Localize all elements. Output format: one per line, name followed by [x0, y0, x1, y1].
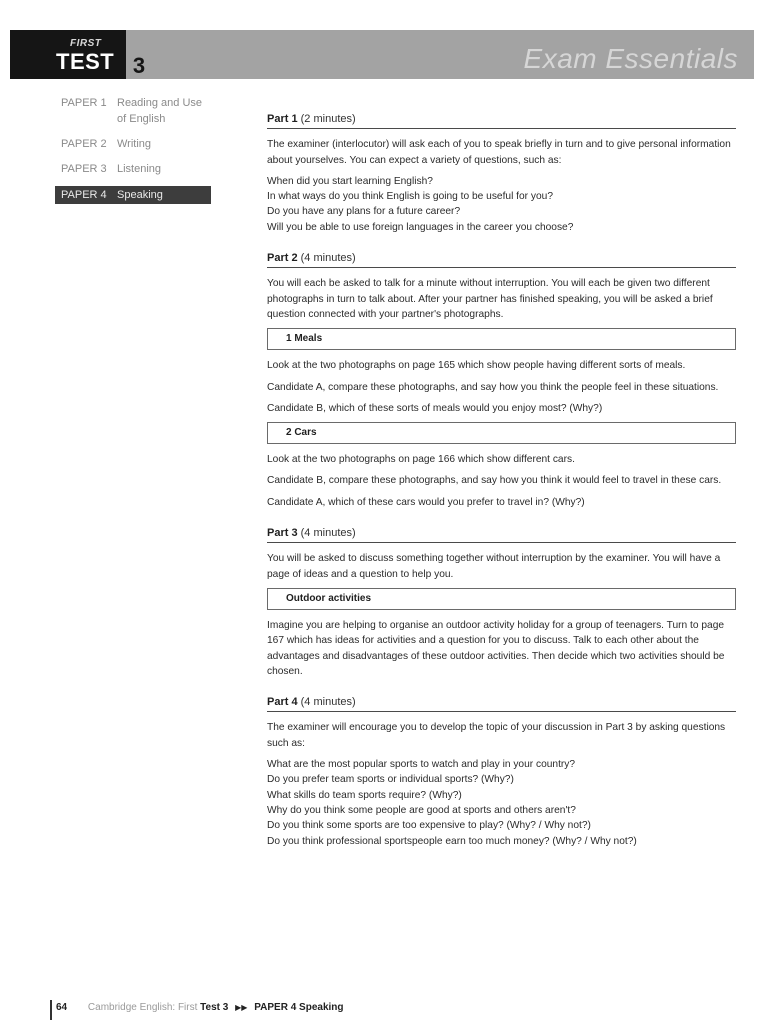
part-title: Part 3	[267, 527, 298, 540]
part-title: Part 1	[267, 113, 298, 125]
question-item: Will you be able to use foreign languages in the career you choose?	[267, 221, 574, 233]
question-item: What skills do team sports require? (Why?)	[267, 789, 462, 801]
task-box-outdoor-activities: Outdoor activities	[267, 588, 736, 610]
part-title: Part 2	[267, 252, 298, 265]
part-title: Part 4	[267, 696, 298, 709]
double-arrow-icon: ▶▶	[235, 1003, 248, 1012]
part-duration: (4 minutes)	[300, 527, 356, 540]
question-item: What are the most popular sports to watch and play in your country?	[267, 759, 576, 771]
sidebar-item-label: Speaking	[117, 189, 163, 201]
sidebar-item-code: PAPER 3	[61, 163, 107, 175]
question-item: Why do you think some people are good at sports and others aren't?	[267, 804, 576, 816]
part-duration: (4 minutes)	[300, 696, 356, 709]
sidebar-item-label: Reading and Use of English	[117, 97, 203, 125]
sidebar-item-code: PAPER 1	[61, 97, 107, 109]
task-paragraph: Candidate A, which of these cars would you prefer to travel in? (Why?)	[267, 496, 585, 508]
part3-heading	[267, 526, 736, 543]
task-paragraph: Candidate A, compare these photographs, and say how you think the people feel in these situations.	[267, 381, 719, 393]
part1-questions	[267, 174, 736, 235]
sidebar-item-code: PAPER 2	[61, 138, 107, 150]
task-paragraph: Look at the two photographs on page 165 which show people having different sorts of meals.	[267, 360, 686, 372]
part1-intro: The examiner (interlocutor) will ask each of you to speak briefly in turn and to give personal information about yourselves. You can expect a variety of questions, such as:	[267, 139, 731, 166]
sidebar-item-paper3[interactable]	[55, 161, 211, 177]
series-name: Cambridge English: First	[87, 1002, 198, 1013]
footer-test: Test 3	[200, 1002, 229, 1013]
sidebar-item-paper1[interactable]	[55, 95, 211, 127]
part3-intro: You will be asked to discuss something together without interruption by the examiner. You will have a page of ideas and a question to help you.	[267, 553, 721, 580]
sidebar-item-label: Writing	[117, 138, 152, 150]
question-item: Do you prefer team sports or individual sports? (Why?)	[267, 774, 514, 786]
task-paragraph: Imagine you are helping to organise an outdoor activity holiday for a group of teenagers. Turn to page 167 which has ideas for activities and a question for you to discuss. Talk to each other about the advantages and disadvantages of these outdoor activities. Then decide which two activities should be chosen.	[267, 619, 725, 677]
part3-section	[267, 526, 736, 679]
header-bar	[10, 30, 754, 79]
question-item: Do you think some sports are too expensive to play? (Why? / Why not?)	[267, 820, 591, 832]
test-label-block	[10, 30, 126, 79]
question-item: Do you think professional sportspeople earn too much money? (Why? / Why not?)	[267, 835, 637, 847]
part2-heading	[267, 251, 736, 268]
question-item: In what ways do you think English is going to be useful for you?	[267, 191, 553, 203]
test-number: 3	[132, 53, 146, 78]
question-item: When did you start learning English?	[267, 175, 433, 187]
task-paragraph: Candidate B, compare these photographs, and say how you think it would feel to travel in these cars.	[267, 475, 722, 487]
sidebar-item-paper2[interactable]	[55, 136, 211, 152]
task-paragraph: Look at the two photographs on page 166 which show different cars.	[267, 454, 575, 466]
part4-intro: The examiner will encourage you to develop the topic of your discussion in Part 3 by asking questions such as:	[267, 722, 726, 749]
question-item: Do you have any plans for a future career?	[267, 206, 461, 218]
task-paragraph: Candidate B, which of these sorts of meals would you enjoy most? (Why?)	[267, 402, 603, 414]
test-label: TEST	[56, 49, 115, 74]
exam-essentials-title: Exam Essentials	[523, 43, 738, 74]
part2-section	[267, 251, 736, 510]
part4-section	[267, 695, 736, 849]
part-duration: (4 minutes)	[300, 252, 356, 265]
sidebar-item-code: PAPER 4	[61, 189, 107, 201]
page-number: 64	[56, 1002, 68, 1013]
sidebar-item-label: Listening	[117, 163, 162, 175]
part2-intro: You will each be asked to talk for a minute without interruption. You will each be given two different photographs in turn to talk about. After your partner has finished speaking, you will be asked a brief question connected with your partner's photographs.	[267, 278, 713, 320]
page-footer	[50, 1000, 344, 1020]
main-content	[267, 112, 736, 865]
task-box-meals: 1 Meals	[267, 328, 736, 350]
paper-sidebar	[55, 95, 211, 213]
task-box-cars: 2 Cars	[267, 422, 736, 444]
part4-questions	[267, 757, 736, 849]
part1-section	[267, 112, 736, 235]
part4-heading	[267, 695, 736, 712]
sidebar-item-paper4[interactable]	[55, 186, 211, 204]
footer-paper: PAPER 4 Speaking	[254, 1002, 344, 1013]
part1-heading	[267, 112, 736, 129]
first-label: FIRST	[70, 38, 102, 49]
part-duration: (2 minutes)	[300, 113, 356, 125]
